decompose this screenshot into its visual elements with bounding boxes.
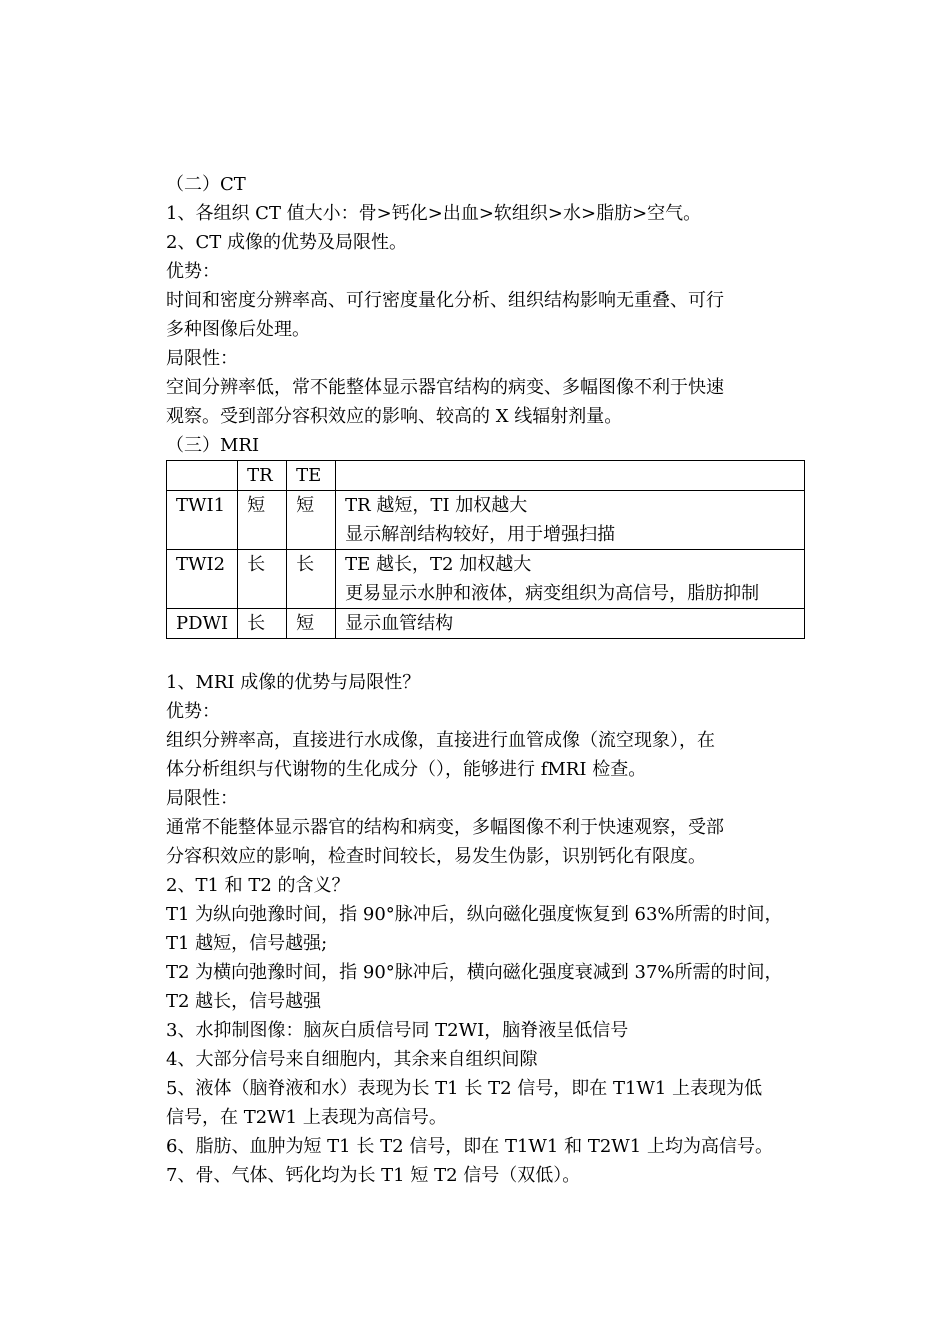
- description-line: 显示解剖结构较好，用于增强扫描: [345, 524, 616, 545]
- table-cell-te: 长: [287, 550, 336, 609]
- table-cell-te: 短: [287, 491, 336, 550]
- table-header-cell: [167, 461, 238, 491]
- mri-item-4: 4、大部分信号来自细胞内，其余来自组织间隙: [166, 1049, 538, 1070]
- table-header-cell: TR: [238, 461, 287, 491]
- t2-definition-line-1: T2 为横向弛豫时间，指 90°脉冲后，横向磁化强度衰减到 37%所需的时间，: [166, 962, 783, 983]
- mri-item-3: 3、水抑制图像：脑灰白质信号同 T2WI，脑脊液呈低信号: [166, 1020, 629, 1041]
- mri-advantage-line-1: 组织分辨率高，直接进行水成像，直接进行血管成像（流空现象），在: [166, 730, 715, 751]
- mri-heading: （三）MRI: [166, 435, 260, 456]
- ct-limitation-line-1: 空间分辨率低，常不能整体显示器官结构的病变、多幅图像不利于快速: [166, 377, 724, 398]
- mri-question-1: 1、MRI 成像的优势与局限性？: [166, 672, 421, 693]
- mri-item-5-line-1: 5、液体（脑脊液和水）表现为长 T1 长 T2 信号，即在 T1W1 上表现为低: [166, 1078, 763, 1099]
- mri-limitation-label: 局限性：: [166, 788, 238, 809]
- mri-question-2: 2、T1 和 T2 的含义？: [166, 875, 350, 896]
- ct-advantage-line-1: 时间和密度分辨率高、可行密度量化分析、组织结构影响无重叠、可行: [166, 290, 724, 311]
- table-cell-tr: 长: [238, 550, 287, 609]
- table-cell-name: TWI2: [167, 550, 238, 609]
- t1-definition-line-1: T1 为纵向弛豫时间，指 90°脉冲后，纵向磁化强度恢复到 63%所需的时间，: [166, 904, 783, 925]
- ct-limitation-label: 局限性：: [166, 348, 238, 369]
- table-header-cell: [336, 461, 805, 491]
- table-header-row: [167, 461, 805, 491]
- t1-definition-line-2: T1 越短，信号越强;: [166, 933, 328, 954]
- table-cell-name: TWI1: [167, 491, 238, 550]
- mri-limitation-line-1: 通常不能整体显示器官的结构和病变，多幅图像不利于快速观察，受部: [166, 817, 724, 838]
- ct-item-1: 1、各组织 CT 值大小：骨>钙化>出血>软组织>水>脂肪>空气。: [166, 203, 702, 224]
- table-cell-name: PDWI: [167, 609, 238, 639]
- description-line: 显示血管结构: [345, 613, 454, 634]
- mri-advantage-label: 优势：: [166, 701, 220, 722]
- table-cell-description: [336, 609, 805, 639]
- ct-item-2: 2、CT 成像的优势及局限性。: [166, 232, 407, 253]
- table-cell-description: [336, 491, 805, 550]
- description-line: TR 越短，TI 加权越大: [345, 495, 528, 516]
- ct-advantage-line-2: 多种图像后处理。: [166, 319, 310, 340]
- table-cell-te: 短: [287, 609, 336, 639]
- table-row: [167, 609, 805, 639]
- table-cell-tr: 长: [238, 609, 287, 639]
- mri-advantage-line-2: 体分析组织与代谢物的生化成分（），能够进行 fMRI 检查。: [166, 759, 647, 780]
- t2-definition-line-2: T2 越长，信号越强: [166, 991, 322, 1012]
- table-row: [167, 550, 805, 609]
- mri-item-6: 6、脂肪、血肿为短 T1 长 T2 信号，即在 T1W1 和 T2W1 上均为高信号。: [166, 1136, 773, 1157]
- ct-heading: （二）CT: [166, 174, 246, 195]
- ct-advantage-label: 优势：: [166, 261, 220, 282]
- table-cell-tr: 短: [238, 491, 287, 550]
- mri-item-7: 7、骨、气体、钙化均为长 T1 短 T2 信号（双低）。: [166, 1165, 581, 1186]
- table-cell-description: [336, 550, 805, 609]
- table-row: [167, 491, 805, 550]
- description-line: 更易显示水肿和液体，病变组织为高信号，脂肪抑制: [345, 583, 760, 604]
- mri-weighting-table: [166, 460, 805, 639]
- mri-limitation-line-2: 分容积效应的影响，检查时间较长，易发生伪影，识别钙化有限度。: [166, 846, 706, 867]
- mri-item-5-line-2: 信号，在 T2W1 上表现为高信号。: [166, 1107, 447, 1128]
- table-header-cell: TE: [287, 461, 336, 491]
- ct-limitation-line-2: 观察。受到部分容积效应的影响、较高的 X 线辐射剂量。: [166, 406, 623, 427]
- description-line: TE 越长，T2 加权越大: [345, 554, 532, 575]
- document-page: [166, 170, 806, 1190]
